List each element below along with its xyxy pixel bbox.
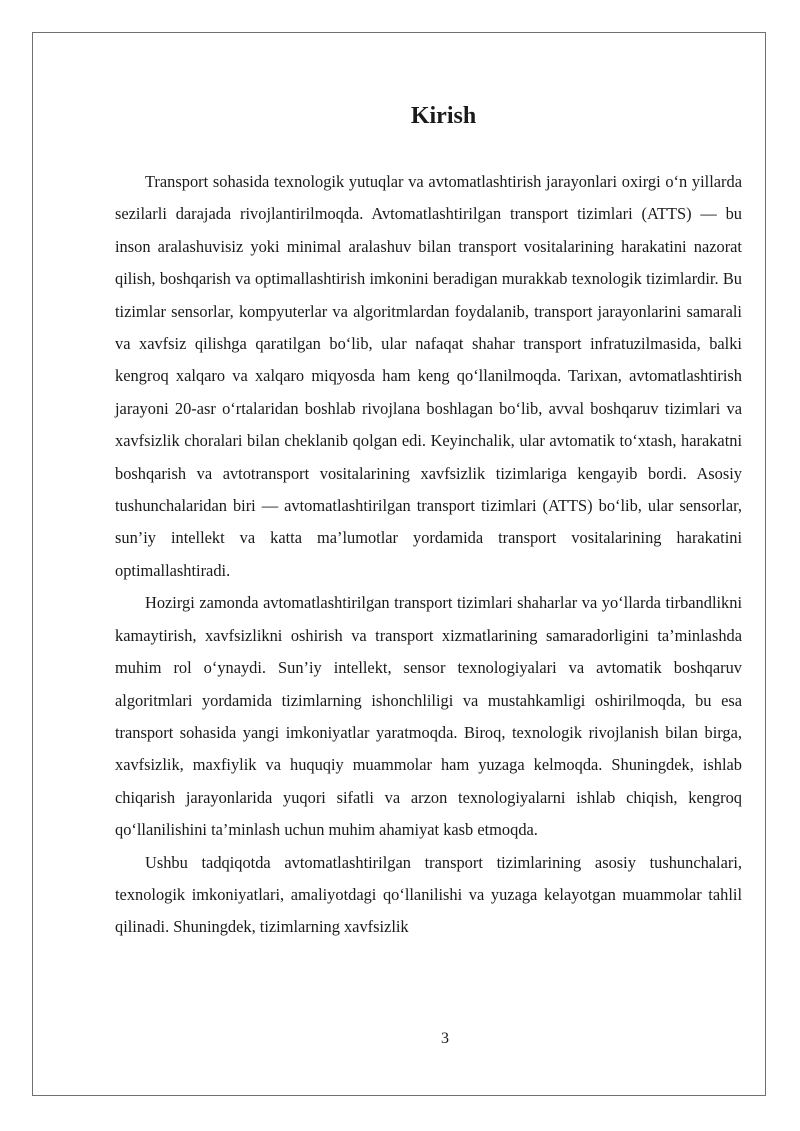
page-body bbox=[115, 100, 742, 944]
paragraph-3: Ushbu tadqiqotda avtomatlashtirilgan transport tizimlarining asosiy tushunchalari, texnologik imkoniyatlari, amaliyotdagi qo‘llanilishi va yuzaga kelayotgan muammolar tahlil qilinadi. Shuningdek, tizimlarning xavfsizlik bbox=[115, 852, 742, 937]
paragraph-2: Hozirgi zamonda avtomatlashtirilgan transport tizimlari shaharlar va yo‘llarda tirbandlikni kamaytirish, xavfsizlikni oshirish va transport xizmatlarining samaradorligini ta’minlashda muhim rol o‘ynaydi. Sun’iy intellekt, sensor texnologiyalari va avtomatik boshqaruv algoritmlari yordamida tizimlarning ishonchliligi va mustahkamligi oshirilmoqda, bu esa transport sohasida yangi imkoniyatlar yaratmoqda. Biroq, texnologik rivojlanish bilan birga, xavfsizlik, maxfiylik va huquqiy muammolar ham yuzaga kelmoqda. Shuningdek, ishlab chiqarish jarayonlarida yuqori sifatli va arzon texnologiyalarni ishlab chiqish, kengroq qo‘llanilishini ta’minlash uchun muhim ahamiyat kasb etmoqda. bbox=[115, 593, 742, 840]
page-number: 3 bbox=[441, 1030, 449, 1047]
paragraph-1: Transport sohasida texnologik yutuqlar va avtomatlashtirish jarayonlari oxirgi o‘n yillarda sezilarli darajada rivojlantirilmoqda. Avtomatlashtirilgan transport tizimlari (ATTS) — bu inson aralashuvisiz yoki minimal aralashuv bilan transport vositalarining harakatini nazorat qilish, boshqarish va optimallashtirish imkonini beradigan murakkab texnologik tizimlardir. Bu tizimlar sensorlar, kompyuterlar va algoritmlardan foydalanib, transport jarayonlarini samarali va xavfsiz qilishga qaratilgan bo‘lib, ular nafaqat shahar transport infratuzilmasida, balki kengroq xalqaro va xalqaro miqyosda ham keng qo‘llanilmoqda. Tarixan, avtomatlashtirish jarayoni 20-asr o‘rtalaridan boshlab rivojlana boshlagan bo‘lib, avval boshqaruv tizimlari va xavfsizlik choralari bilan cheklanib qolgan edi. Keyinchalik, ular avtomatik to‘xtash, harakatni boshqarish va avtotransport vositalarining xavfsizlik tizimlariga kengayib bordi. Asosiy tushunchalaridan biri — avtomatlashtirilgan transport tizimlari (ATTS) bo‘lib, ular sensorlar, sun’iy intellekt va katta ma’lumotlar yordamida transport vositalarining harakatini optimallashtiradi. bbox=[115, 172, 742, 580]
page-title: Kirish bbox=[410, 103, 477, 129]
